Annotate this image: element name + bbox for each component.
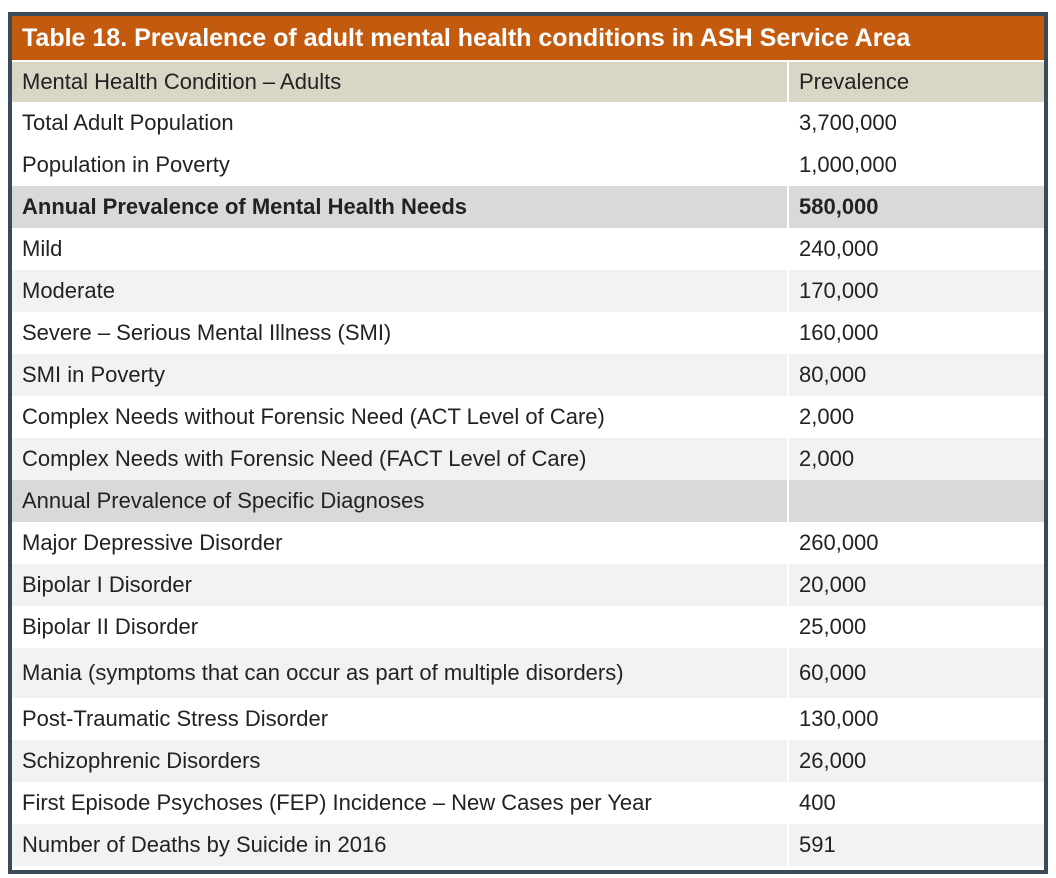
row-value: 60,000 xyxy=(788,648,1044,698)
row-label: Mania (symptoms that can occur as part of multiple disorders) xyxy=(12,648,788,698)
row-label: Major Depressive Disorder xyxy=(12,522,788,564)
row-label: Complex Needs with Forensic Need (FACT Level of Care) xyxy=(12,438,788,480)
table-row xyxy=(12,606,1044,648)
table-row xyxy=(12,438,1044,480)
row-label: First Episode Psychoses (FEP) Incidence – New Cases per Year xyxy=(12,782,788,824)
row-value: 130,000 xyxy=(788,698,1044,740)
row-label: Schizophrenic Disorders xyxy=(12,740,788,782)
row-label: Complex Needs without Forensic Need (ACT Level of Care) xyxy=(12,396,788,438)
row-label: Post-Traumatic Stress Disorder xyxy=(12,698,788,740)
row-label: Moderate xyxy=(12,270,788,312)
section-row-mental-health-needs xyxy=(12,186,1044,228)
table-row xyxy=(12,312,1044,354)
table-row xyxy=(12,228,1044,270)
row-value: 400 xyxy=(788,782,1044,824)
row-label: Annual Prevalence of Mental Health Needs xyxy=(12,186,788,228)
row-label: SMI in Poverty xyxy=(12,354,788,396)
prevalence-table xyxy=(12,62,1044,866)
row-label: Annual Prevalence of Specific Diagnoses xyxy=(12,480,788,522)
table-row xyxy=(12,270,1044,312)
table-row xyxy=(12,354,1044,396)
row-value: 25,000 xyxy=(788,606,1044,648)
row-label: Number of Deaths by Suicide in 2016 xyxy=(12,824,788,866)
table-row xyxy=(12,102,1044,144)
table-title: Table 18. Prevalence of adult mental health conditions in ASH Service Area xyxy=(12,16,1044,62)
table-row xyxy=(12,144,1044,186)
row-value: 3,700,000 xyxy=(788,102,1044,144)
table-header-row xyxy=(12,62,1044,102)
row-label: Population in Poverty xyxy=(12,144,788,186)
row-value xyxy=(788,480,1044,522)
row-label: Mild xyxy=(12,228,788,270)
section-row-specific-diagnoses xyxy=(12,480,1044,522)
column-header-condition: Mental Health Condition – Adults xyxy=(12,62,788,102)
table-row xyxy=(12,564,1044,606)
table-row xyxy=(12,782,1044,824)
row-value: 170,000 xyxy=(788,270,1044,312)
row-label: Bipolar II Disorder xyxy=(12,606,788,648)
row-label: Total Adult Population xyxy=(12,102,788,144)
row-value: 591 xyxy=(788,824,1044,866)
row-value: 1,000,000 xyxy=(788,144,1044,186)
table-container xyxy=(8,12,1048,874)
row-value: 260,000 xyxy=(788,522,1044,564)
row-value: 240,000 xyxy=(788,228,1044,270)
row-value: 580,000 xyxy=(788,186,1044,228)
row-value: 80,000 xyxy=(788,354,1044,396)
column-header-prevalence: Prevalence xyxy=(788,62,1044,102)
table-row xyxy=(12,740,1044,782)
table-row xyxy=(12,698,1044,740)
table-row xyxy=(12,522,1044,564)
row-value: 160,000 xyxy=(788,312,1044,354)
row-value: 20,000 xyxy=(788,564,1044,606)
row-value: 2,000 xyxy=(788,396,1044,438)
table-row xyxy=(12,648,1044,698)
table-row xyxy=(12,824,1044,866)
row-value: 2,000 xyxy=(788,438,1044,480)
row-value: 26,000 xyxy=(788,740,1044,782)
table-row xyxy=(12,396,1044,438)
row-label: Bipolar I Disorder xyxy=(12,564,788,606)
row-label: Severe – Serious Mental Illness (SMI) xyxy=(12,312,788,354)
